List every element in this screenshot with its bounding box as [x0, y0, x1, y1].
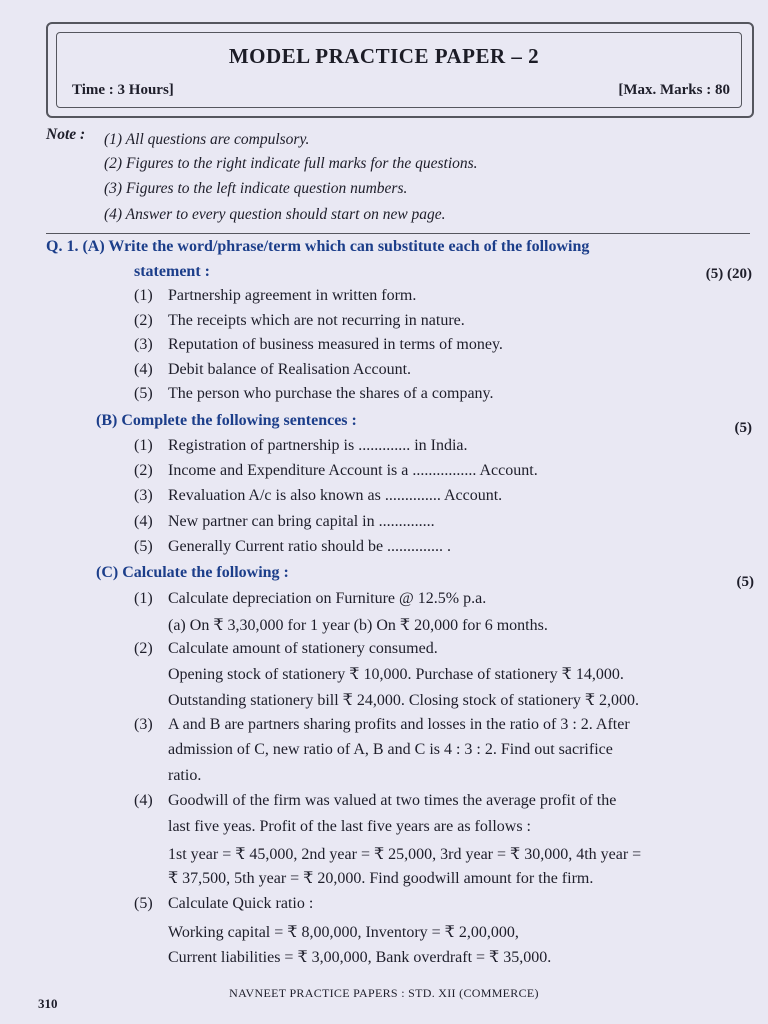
calculation-line	[134, 792, 616, 810]
note-item: (2) Figures to the right indicate full marks for the questions.	[104, 155, 478, 172]
calculation-line-text: ratio.	[168, 767, 202, 784]
calculation-line	[134, 741, 613, 759]
marks-c: (5)	[736, 574, 754, 590]
sentence-item-number: (4)	[134, 512, 153, 530]
calculation-line-text: Calculate depreciation on Furniture @ 12.5% p.a.	[168, 590, 487, 607]
calculation-line-text: 1st year = ₹ 45,000, 2nd year = ₹ 25,000, 3rd year = ₹ 30,000, 4th year =	[168, 846, 642, 863]
calculation-line	[134, 922, 519, 942]
calculation-line-text: Opening stock of stationery ₹ 10,000. Purchase of stationery ₹ 14,000.	[168, 666, 624, 683]
calculation-line	[134, 716, 630, 734]
section-b-heading: (B) Complete the following sentences :	[96, 412, 357, 429]
calculation-line-number: (4)	[134, 792, 153, 809]
calculation-line-number: (5)	[134, 895, 153, 912]
calculation-line-text: A and B are partners sharing profits and losses in the ratio of 3 : 2. After	[168, 716, 630, 733]
marks-a: (5) (20)	[705, 266, 752, 282]
sentence-item-text: Registration of partnership is ............. in India.	[168, 437, 468, 454]
sentence-item	[134, 513, 435, 531]
note-item: (3) Figures to the left indicate question numbers.	[104, 180, 408, 197]
calculation-line-text: Goodwill of the firm was valued at two times the average profit of the	[168, 792, 617, 809]
statement-item	[134, 361, 411, 379]
note-label: Note :	[46, 126, 86, 143]
calculation-line-text: Current liabilities = ₹ 3,00,000, Bank overdraft = ₹ 35,000.	[168, 949, 552, 966]
statement-item-text: The receipts which are not recurring in nature.	[168, 311, 465, 329]
calculation-line	[168, 615, 548, 635]
sentence-item-number: (5)	[134, 537, 153, 555]
calculation-line	[134, 767, 201, 785]
note-item: (1) All questions are compulsory.	[104, 131, 310, 148]
calculation-line	[134, 690, 639, 710]
calculation-line	[134, 664, 624, 684]
calculation-line-text: Outstanding stationery bill ₹ 24,000. Closing stock of stationery ₹ 2,000.	[168, 692, 639, 709]
statement-item-text: The person who purchase the shares of a company.	[168, 385, 494, 402]
calculation-line	[134, 818, 531, 836]
statement-item-text: Reputation of business measured in terms of money.	[168, 336, 503, 353]
calculation-line	[134, 590, 486, 608]
footer-text: NAVNEET PRACTICE PAPERS : STD. XII (COMMERCE)	[229, 986, 539, 1000]
calculation-line-number: (3)	[134, 716, 153, 733]
calculation-line-text: Working capital = ₹ 8,00,000, Inventory = ₹ 2,00,000,	[168, 924, 519, 941]
paper-title: MODEL PRACTICE PAPER – 2	[228, 44, 540, 68]
max-marks-label: [Max. Marks : 80	[618, 82, 730, 98]
question-1-heading: Q. 1. (A) Write the word/phrase/term which can substitute each of the following	[46, 238, 590, 255]
calculation-line-text: Calculate amount of stationery consumed.	[168, 640, 438, 657]
question-1-heading-cont: statement :	[134, 263, 210, 280]
calculation-line-text: ₹ 37,500, 5th year = ₹ 20,000. Find goodwill amount for the firm.	[168, 870, 594, 887]
calculation-line	[134, 895, 313, 913]
sentence-item	[134, 487, 502, 505]
statement-item-number: (3)	[134, 336, 153, 353]
calculation-line	[134, 868, 593, 888]
statement-item-number: (4)	[134, 360, 153, 378]
calculation-line-number: (2)	[134, 640, 153, 657]
sentence-item	[134, 538, 451, 556]
calculation-line	[134, 844, 641, 864]
sentence-item-number: (2)	[134, 462, 153, 480]
sentence-item-number: (3)	[134, 487, 153, 505]
statement-item	[134, 312, 465, 330]
statement-item-text: Partnership agreement in written form.	[168, 287, 417, 304]
marks-b: (5)	[734, 420, 752, 436]
statement-item	[134, 336, 503, 354]
calculation-line-text: (a) On ₹ 3,30,000 for 1 year (b) On ₹ 20,000 for 6 months.	[168, 617, 548, 634]
sentence-item	[134, 437, 468, 455]
calculation-line-number: (1)	[134, 590, 153, 607]
time-label: Time : 3 Hours]	[72, 82, 174, 98]
sentence-item-text: New partner can bring capital in ..............	[168, 512, 435, 530]
sentence-item-number: (1)	[134, 437, 153, 454]
calculation-line-text: last five yeas. Profit of the last five years are as follows :	[168, 818, 531, 835]
calculation-line	[134, 640, 438, 658]
calculation-line-text: admission of C, new ratio of A, B and C is 4 : 3 : 2. Find out sacrifice	[168, 741, 613, 758]
sentence-item	[134, 462, 538, 480]
page-number: 310	[38, 996, 58, 1011]
divider	[46, 233, 750, 234]
sentence-item-text: Revaluation A/c is also known as .............. Account.	[168, 487, 503, 505]
statement-item-text: Debit balance of Realisation Account.	[168, 360, 412, 378]
sentence-item-text: Generally Current ratio should be .............. .	[168, 537, 452, 555]
note-item: (4) Answer to every question should start on new page.	[104, 206, 446, 223]
statement-item-number: (2)	[134, 311, 153, 329]
sentence-item-text: Income and Expenditure Account is a ................ Account.	[168, 462, 538, 480]
statement-item-number: (1)	[134, 287, 153, 304]
section-c-heading: (C) Calculate the following :	[96, 564, 289, 581]
statement-item	[134, 287, 416, 305]
statement-item-number: (5)	[134, 385, 153, 402]
statement-item	[134, 385, 494, 403]
calculation-line-text: Calculate Quick ratio :	[168, 895, 314, 912]
calculation-line	[134, 947, 551, 967]
